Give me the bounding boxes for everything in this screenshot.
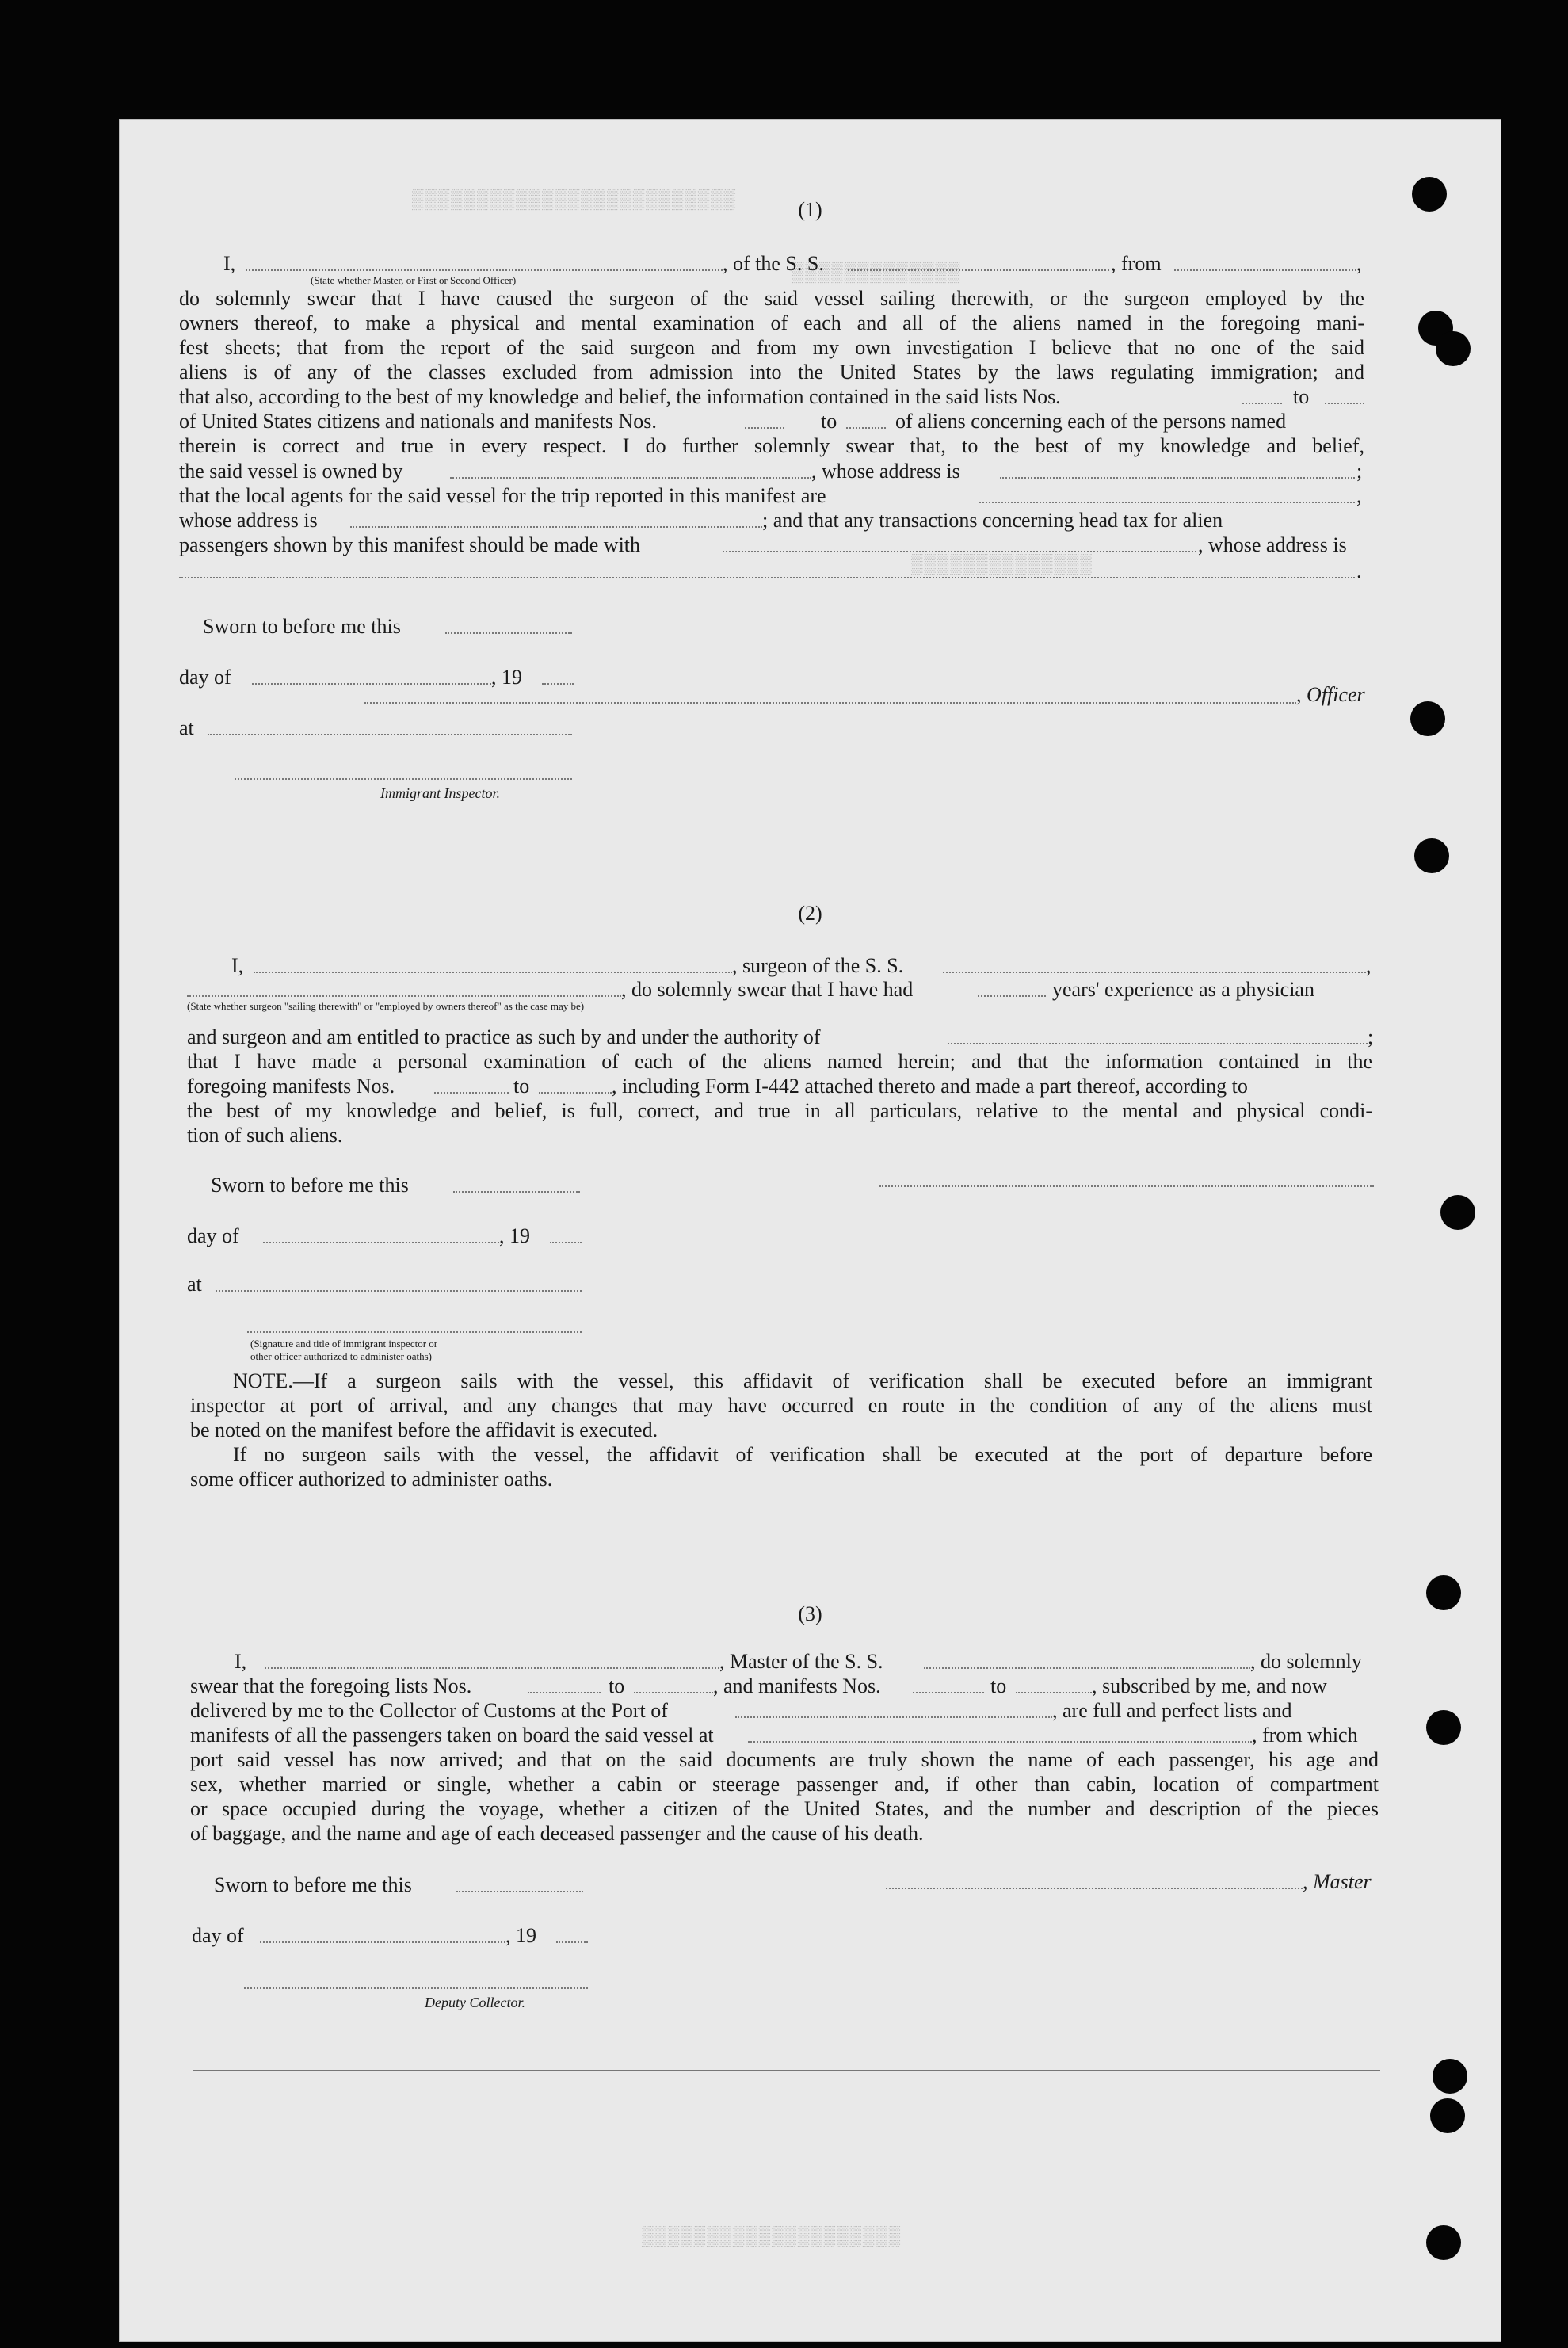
s2-note-1: NOTE.—If a surgeon sails with the vessel, this affidavit of verification shall be executed before an immigrant [233, 1369, 1372, 1392]
punch-hole [1410, 701, 1445, 736]
s1-at-field[interactable] [208, 734, 572, 735]
s1-at: at [179, 716, 194, 739]
s3-manifests-from-field[interactable] [913, 1692, 984, 1693]
s2-year-field[interactable] [550, 1242, 582, 1243]
s1-of-aliens: of aliens concerning each of the persons named [895, 410, 1287, 433]
s1-year: , 19 [491, 666, 522, 689]
s3-sworn: Sworn to before me this [214, 1873, 412, 1896]
s1-and-that: ; and that any transactions concerning head tax for alien [762, 509, 1223, 532]
s2-semicolon: ; [1368, 1025, 1374, 1048]
s1-day-of: day of [179, 666, 231, 689]
s3-from-which: , from which [1252, 1724, 1358, 1747]
s1-of-ss: , of the S. S. [723, 252, 824, 275]
s1-whose-address: , whose address is [811, 460, 960, 483]
s1-line-4: aliens is of any of the classes excluded from admission into the United States by the laws regulating immigration; and [179, 361, 1364, 384]
s2-years-field[interactable] [978, 995, 1046, 997]
s1-manifest-from-field[interactable] [745, 427, 784, 429]
s2-comma: , [1366, 954, 1372, 977]
s1-line-7: therein is correct and true in every respect. I do further solemnly swear that, to the best of my knowledge and belief, [179, 434, 1364, 457]
s2-year: , 19 [499, 1224, 530, 1247]
s1-agents-address-field[interactable] [350, 526, 762, 528]
s2-line-2: foregoing manifests Nos. [187, 1075, 395, 1098]
s2-name-field[interactable] [254, 972, 732, 973]
punch-hole [1440, 1195, 1475, 1230]
s3-collector-signature-field[interactable] [244, 1987, 588, 1989]
s2-surgeon-hint: (State whether surgeon "sailing therewith" or "employed by owners thereof" as the case may be) [187, 1000, 585, 1012]
section-2-number: (2) [798, 902, 822, 925]
bottom-divider [193, 2070, 1380, 2071]
s2-inspector-signature-field[interactable] [247, 1331, 582, 1333]
punch-hole [1430, 2098, 1465, 2133]
s3-line-4: of baggage, and the name and age of each deceased passenger and the cause of his death. [190, 1822, 924, 1845]
s3-lists-from-field[interactable] [528, 1692, 601, 1693]
s1-line-6: of United States citizens and nationals and manifests Nos. [179, 410, 657, 433]
s3-port-field[interactable] [735, 1716, 1052, 1718]
s2-note-3: be noted on the manifest before the affidavit is executed. [190, 1418, 658, 1441]
s2-surgeon-of: , surgeon of the S. S. [732, 954, 904, 977]
s2-years: years' experience as a physician [1052, 978, 1314, 1001]
s2-including: , including Form I-442 attached thereto and made a part thereof, according to [612, 1075, 1248, 1098]
s2-line-1: that I have made a personal examination of each of the aliens named herein; and that the information contained in the [187, 1050, 1372, 1073]
s2-do-swear: , do solemnly swear that I have had [621, 978, 914, 1001]
punch-hole [1433, 2059, 1467, 2094]
s3-and-manifests: , and manifests Nos. [713, 1674, 881, 1697]
s1-officer-hint: (State whether Master, or First or Second Officer) [311, 274, 517, 286]
section-3-number: (3) [798, 1602, 822, 1625]
s1-period: . [1356, 559, 1362, 582]
bleed-through-marks: ▒▒▒▒▒▒▒▒▒▒▒▒▒▒▒▒▒▒▒▒ [642, 2227, 902, 2248]
s2-i: I, [231, 954, 244, 977]
s3-delivered: delivered by me to the Collector of Customs at the Port of [190, 1699, 668, 1722]
s1-comma: , [1356, 252, 1362, 275]
s3-sworn-field[interactable] [456, 1891, 583, 1892]
s3-year-field[interactable] [556, 1941, 588, 1943]
s2-authority: and surgeon and am entitled to practice as such by and under the authority of [187, 1025, 821, 1048]
s1-to-1: to [1293, 385, 1310, 408]
s1-whose-address-end: , whose address is [1198, 533, 1347, 556]
bleed-through-marks: ▒▒▒▒▒▒▒▒▒▒▒▒▒ [792, 263, 962, 284]
s1-ship-field[interactable] [848, 269, 1109, 271]
s1-line-11: passengers shown by this manifest should be made with [179, 533, 641, 556]
s1-line-5: that also, according to the best of my knowledge and belief, the information contained in the said lists Nos. [179, 385, 1061, 408]
s1-officer-field[interactable] [246, 269, 723, 271]
s3-master-of: , Master of the S. S. [719, 1650, 883, 1673]
s2-to: to [513, 1075, 530, 1098]
s3-lists-to-field[interactable] [634, 1692, 713, 1693]
s1-head-tax-address-field[interactable] [179, 577, 1355, 578]
s2-note-4: If no surgeon sails with the vessel, the affidavit of verification shall be executed at the port of departure before [233, 1443, 1372, 1466]
s3-master: , Master [1303, 1870, 1372, 1893]
s2-ship-field[interactable] [943, 972, 1366, 973]
s3-do-solemnly: , do solemnly [1250, 1650, 1362, 1673]
bleed-through-marks: ▒▒▒▒▒▒▒▒▒▒▒▒▒▒ [911, 555, 1093, 576]
s3-swear-lists: swear that the foregoing lists Nos. [190, 1674, 472, 1697]
s1-list-to-field[interactable] [1325, 403, 1364, 404]
s2-line-4: tion of such aliens. [187, 1124, 343, 1147]
s1-to-2: to [821, 410, 837, 433]
s1-day-field[interactable] [252, 683, 491, 685]
s1-inspector-signature-field[interactable] [235, 778, 572, 780]
s3-day-field[interactable] [260, 1941, 505, 1943]
s1-line-8: the said vessel is owned by [179, 460, 403, 483]
s1-line-3: fest sheets; that from the report of the said surgeon and from my own investigation I believe that no one of the said [179, 336, 1364, 359]
s1-inspector-label: Immigrant Inspector. [380, 785, 500, 801]
s3-manifests-to-field[interactable] [1016, 1692, 1092, 1693]
s2-signature-label-1: (Signature and title of immigrant inspector or [250, 1338, 438, 1350]
punch-hole [1436, 331, 1471, 366]
s1-officer-signature-field[interactable] [364, 702, 1296, 704]
punch-hole [1426, 2225, 1461, 2260]
s1-manifest-to-field[interactable] [846, 427, 886, 429]
s2-manifest-to-field[interactable] [539, 1092, 612, 1094]
s1-sworn-field[interactable] [445, 632, 572, 634]
s3-name-field[interactable] [265, 1667, 719, 1669]
bleed-through-marks: ▒▒▒▒▒▒▒▒▒▒▒▒▒▒▒▒▒▒▒▒▒▒▒▒▒ [412, 190, 738, 212]
s3-subscribed: , subscribed by me, and now [1092, 1674, 1327, 1697]
s1-line-1: do solemnly swear that I have caused the surgeon of the said vessel sailing therewith, or the surgeon employed by the [179, 287, 1364, 310]
s1-from: , from [1111, 252, 1162, 275]
s3-embark-port-field[interactable] [748, 1741, 1252, 1743]
s2-status-field[interactable] [187, 995, 621, 997]
s1-head-tax-field[interactable] [723, 551, 1196, 552]
s3-line-2: sex, whether married or single, whether a cabin or steerage passenger and, if other than cabin, location of compartment [190, 1773, 1379, 1796]
s1-line-10: whose address is [179, 509, 318, 532]
s2-authority-field[interactable] [948, 1043, 1368, 1044]
s1-line-9: that the local agents for the said vessel for the trip reported in this manifest are [179, 484, 826, 507]
s1-sworn: Sworn to before me this [203, 615, 401, 638]
s3-full-perfect: , are full and perfect lists and [1052, 1699, 1292, 1722]
s3-to-2: to [990, 1674, 1007, 1697]
s3-manifests-all: manifests of all the passengers taken on board the said vessel at [190, 1724, 714, 1747]
s1-comma-2: , [1356, 484, 1362, 507]
s3-line-1: port said vessel has now arrived; and that on the said documents are truly shown the name of each passenger, his age and [190, 1748, 1379, 1771]
s3-master-signature-field[interactable] [886, 1888, 1303, 1889]
s2-signature-label-2: other officer authorized to administer oaths) [250, 1350, 432, 1362]
s3-collector-label: Deputy Collector. [425, 1995, 525, 2010]
s2-at-field[interactable] [216, 1290, 582, 1292]
punch-hole [1426, 1710, 1461, 1745]
punch-hole [1414, 838, 1449, 873]
s1-owner-field[interactable] [450, 477, 811, 479]
s2-sworn-field[interactable] [453, 1191, 580, 1193]
s3-day-of: day of [192, 1924, 244, 1947]
s2-manifest-from-field[interactable] [434, 1092, 509, 1094]
s2-at: at [187, 1273, 202, 1296]
s1-line-2: owners thereof, to make a physical and mental examination of each and all of the aliens named in the foregoing mani- [179, 311, 1364, 334]
s3-to-1: to [609, 1674, 625, 1697]
s3-ship-field[interactable] [924, 1667, 1250, 1669]
s2-surgeon-signature-field[interactable] [879, 1185, 1374, 1187]
s3-line-3: or space occupied during the voyage, whether a citizen of the United States, and the number and description of the pieces [190, 1797, 1379, 1820]
s1-list-from-field[interactable] [1242, 403, 1282, 404]
s1-semicolon: ; [1356, 460, 1363, 483]
s3-year: , 19 [505, 1924, 536, 1947]
s2-note-5: some officer authorized to administer oaths. [190, 1468, 553, 1491]
s3-i: I, [235, 1650, 247, 1673]
s2-day-field[interactable] [263, 1242, 499, 1243]
s1-agents-field[interactable] [979, 502, 1355, 503]
s2-day-of: day of [187, 1224, 239, 1247]
s1-i: I, [223, 252, 236, 275]
s1-from-field[interactable] [1174, 269, 1356, 271]
s2-sworn: Sworn to before me this [211, 1174, 409, 1197]
s1-owner-address-field[interactable] [1000, 477, 1355, 479]
section-1-number: (1) [798, 198, 822, 221]
s2-note-2: inspector at port of arrival, and any changes that may have occurred en route in the condition of any of the aliens must [190, 1394, 1372, 1417]
s2-line-3: the best of my knowledge and belief, is full, correct, and true in all particulars, relative to the mental and physical condi- [187, 1099, 1372, 1122]
s1-year-field[interactable] [542, 683, 574, 685]
s1-officer: , Officer [1296, 683, 1365, 706]
